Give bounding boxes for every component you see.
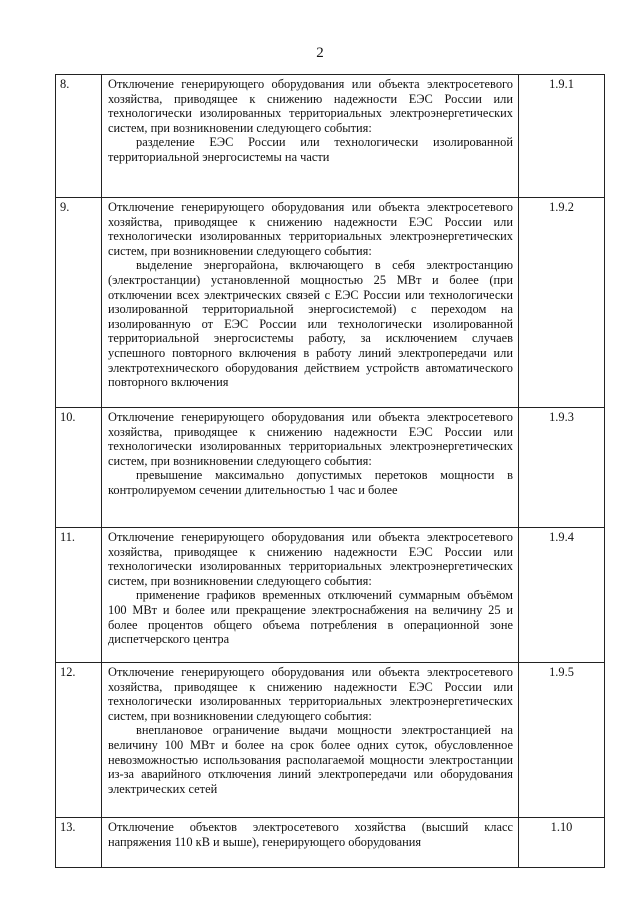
row-number: 11. (56, 528, 102, 663)
row-number: 13. (56, 818, 102, 868)
row-description (102, 198, 519, 408)
row-number: 8. (56, 75, 102, 198)
row-lead-text: Отключение генерирующего оборудования или объекта электросетевого хозяйства, приводящее к снижению надежности ЕЭС России или технологически изолированных территориальных электроэнергетических систем, при возникновении следующего события: (108, 665, 513, 723)
row-lead-text: Отключение генерирующего оборудования или объекта электросетевого хозяйства, приводящее к снижению надежности ЕЭС России или технологически изолированных территориальных электроэнергетических систем, при возникновении следующего события: (108, 200, 513, 258)
row-code: 1.9.2 (519, 198, 605, 408)
row-code: 1.9.3 (519, 408, 605, 528)
page-number: 2 (316, 45, 324, 61)
row-lead-text: Отключение генерирующего оборудования или объекта электросетевого хозяйства, приводящее к снижению надежности ЕЭС России или технологически изолированных территориальных электроэнергетических систем, при возникновении следующего события: (108, 530, 513, 588)
row-number: 12. (56, 663, 102, 818)
table-row (56, 408, 605, 528)
row-description (102, 408, 519, 528)
row-code: 1.10 (519, 818, 605, 868)
row-lead-text: Отключение объектов электросетевого хозяйства (высший класс напряжения 110 кВ и выше), генерирующего оборудования (108, 820, 513, 849)
row-code: 1.9.1 (519, 75, 605, 198)
row-description (102, 528, 519, 663)
table-row (56, 528, 605, 663)
table-row (56, 818, 605, 868)
row-detail-text: выделение энергорайона, включающего в себя электростанцию (электростанции) установленной мощностью 25 МВт и более (при отключении всех электрических связей с ЕЭС России или технологически изолированной территориальной энергосистемой) с переходом на изолированную от ЕЭС России или технологически изолированной территориальной энергосистемы работу, за исключением случаев успешного повторного включения в работу линий электропередачи или электротехнического оборудования действием устройств автоматического повторного включения (108, 258, 513, 390)
row-detail-text: разделение ЕЭС России или технологически изолированной территориальной энергосистемы на части (108, 135, 513, 164)
row-code: 1.9.5 (519, 663, 605, 818)
row-description (102, 818, 519, 868)
table-row (56, 75, 605, 198)
row-detail-text: превышение максимально допустимых перетоков мощности в контролируемом сечении длительностью 1 час и более (108, 468, 513, 497)
row-code: 1.9.4 (519, 528, 605, 663)
row-description (102, 75, 519, 198)
row-detail-text: применение графиков временных отключений суммарным объёмом 100 МВт и более или прекращение электроснабжения на величину 25 и более процентов общего объема потребления в операционной зоне диспетчерского центра (108, 588, 513, 647)
row-lead-text: Отключение генерирующего оборудования или объекта электросетевого хозяйства, приводящее к снижению надежности ЕЭС России или технологически изолированных территориальных электроэнергетических систем, при возникновении следующего события: (108, 77, 513, 135)
row-number: 10. (56, 408, 102, 528)
table-row (56, 663, 605, 818)
row-number: 9. (56, 198, 102, 408)
row-description (102, 663, 519, 818)
row-detail-text: внеплановое ограничение выдачи мощности электростанцией на величину 100 МВт и более на срок более одних суток, обусловленное невозможностью использования располагаемой мощности электростанции из-за аварийного отключения линий электропередачи или оборудования электрических сетей (108, 723, 513, 796)
events-table (55, 74, 605, 868)
row-lead-text: Отключение генерирующего оборудования или объекта электросетевого хозяйства, приводящее к снижению надежности ЕЭС России или технологически изолированных территориальных электроэнергетических систем, при возникновении следующего события: (108, 410, 513, 468)
table-row (56, 198, 605, 408)
